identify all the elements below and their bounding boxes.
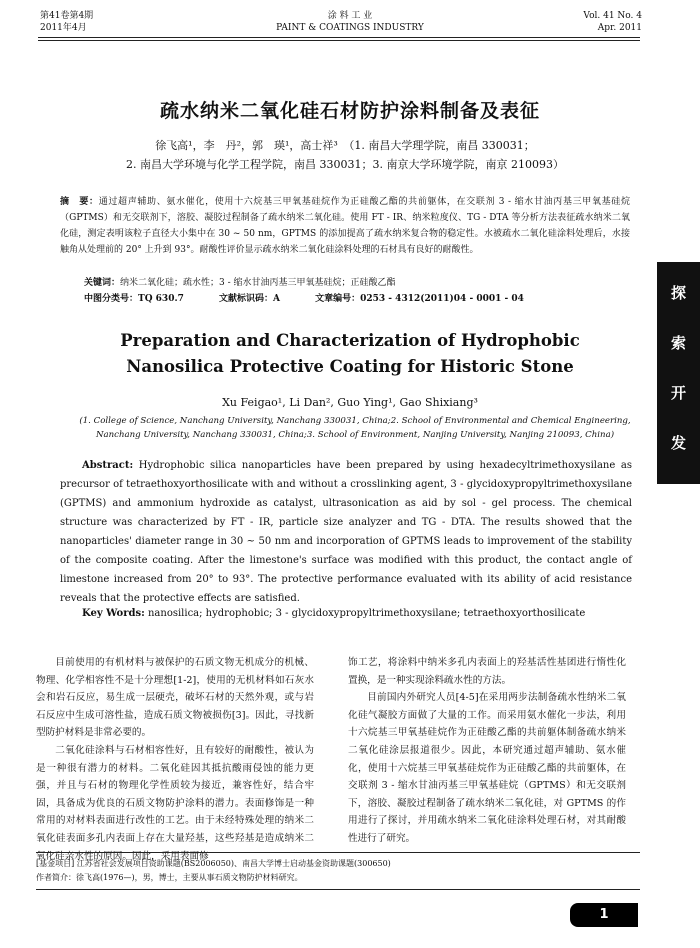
date-en: Apr. 2011 (597, 23, 642, 33)
keywords-en-text: nanosilica; hydrophobic; 3 - glycidoxypropyltrimethoxysilane; tetraethoxyorthosilicate (147, 608, 586, 619)
keywords-en-label: Key Words: (82, 608, 145, 619)
volume-issue: 第41卷第4期 (40, 11, 94, 21)
authors-cn-line1: 徐飞高¹，李 丹²，郭 瑛¹，高士祥³ （1. 南昌大学理学院，南昌 330031； (155, 139, 535, 152)
body-column-right (348, 654, 626, 848)
issue-date: 2011年4月 (40, 23, 87, 33)
authors-en: Xu Feigao¹, Li Dan², Guo Ying¹, Gao Shixiang³ (222, 396, 478, 409)
keywords-cn (84, 276, 634, 291)
article-number: 文章编号：0253 - 4312(2011)04 - 0001 - 04 (315, 294, 524, 304)
page-number: 1 (570, 903, 638, 927)
clc-number: 中图分类号：TQ 630.7 (84, 294, 184, 304)
abstract-en-label: Abstract: (82, 460, 134, 471)
side-tab-char: 探 (670, 284, 686, 302)
side-tab-char: 开 (670, 384, 686, 402)
classification-cn (84, 292, 634, 307)
title-en-line1: Preparation and Characterization of Hydrophobic (120, 331, 580, 350)
title-cn: 疏水纳米二氧化硅石材防护涂料制备及表征 (159, 100, 540, 122)
journal-name-en: PAINT & COATINGS INDUSTRY (276, 23, 424, 33)
authors-cn-line2: 2. 南昌大学环境与化学工程学院，南昌 330031；3. 南京大学环境学院，南京 210093） (126, 158, 564, 171)
body-paragraph: 目前使用的有机材料与被保护的石质文物无机成分的机械、物理、化学相容性不是十分理想[1-2]，使用的无机材料如石灰水会和岩石反应，易生成一层硬壳，破坏石材的天然外观，或与岩石反应中生成可溶性盐，造成石质文物被损伤[3]。因此，寻找新型防护材料是非常必要的。 (36, 657, 314, 739)
journal-name-cn: 涂 料 工 业 (327, 11, 373, 21)
footnote (36, 857, 636, 885)
side-tab-char: 索 (670, 334, 686, 352)
section-side-tab (657, 262, 700, 484)
title-en (0, 328, 700, 380)
side-tab-char: 发 (670, 434, 686, 452)
volume-number-en: Vol. 41 No. 4 (583, 11, 642, 21)
title-en-line2: Nanosilica Protective Coating for Historic Stone (126, 357, 574, 376)
footnote-bottom-rule (36, 889, 640, 890)
abstract-cn (60, 194, 630, 258)
body-column-left (36, 654, 314, 865)
keywords-cn-text: 纳米二氧化硅；疏水性；3 - 缩水甘油丙基三甲氧基硅烷；正硅酸乙酯 (120, 278, 396, 288)
body-paragraph: 二氧化硅涂料与石材相容性好，且有较好的耐酸性，被认为是一种很有潜力的材料。二氧化硅因其抵抗酸雨侵蚀的能力更强，并且与石材的物理化学性质较为接近，兼容性好，结合牢固，具备成为优良的石质文物防护涂料的潜力。表面修饰是一种常用的对材料表面进行改性的工艺。由于未经特殊处理的纳米二氧化硅表面多孔内表面上存在大量羟基，这些羟基是造成纳米二氧化硅亲水性的原因。因此，采用表面修 (36, 744, 314, 862)
affiliations-en-line1: (1. College of Science, Nanchang University, Nanchang 330031, China;2. School of Environmental and Chemical Engineering, (79, 416, 631, 426)
affiliations-en-line2: Nanchang University, Nanchang 330031, China;3. School of Environment, Nanjing University, Nanjing 210093, China) (95, 430, 615, 440)
journal-volume-en (583, 10, 642, 34)
body-paragraph: 目前国内外研究人员[4-5]在采用两步法制备疏水性纳米二氧化硅气凝胶方面做了大量的工作。而采用氨水催化一步法，利用十六烷基三甲氧基硅烷作为正硅酸乙酯的共前躯体制备疏水纳米二氧化硅涂层报道很少。因此，本研究通过超声辅助、氨水催化，使用十六烷基三甲氧基硅烷作为正硅酸乙酯的共前躯体，在交联剂 3 - 缩水甘油丙基三甲氧基硅烷（GPTMS）和无交联剂下，溶胶、凝胶过程制备了疏水纳米二氧化硅，对 GPTMS 的作用进行了探讨，并用疏水纳米二氧化硅涂料处理石材，对其耐酸性进行了研究。 (348, 692, 626, 844)
footnote-rule (36, 852, 640, 853)
header-rule (38, 37, 640, 38)
body-paragraph: 饰工艺，将涂料中纳米多孔内表面上的羟基活性基团进行惰性化置换，是一种实现涂料疏水性的方法。 (348, 657, 626, 686)
author-bio: 作者简介：徐飞高(1976—)，男，博士，主要从事石质文物防护材料研究。 (36, 873, 303, 882)
funding-note: [基金项目] 江苏省社会发展项目资助课题(BS2006050)、南昌大学博士启动基金资助课题(300650) (36, 859, 391, 868)
abstract-cn-label: 摘 要： (60, 197, 99, 207)
keywords-en (82, 608, 642, 619)
keywords-cn-label: 关键词： (84, 278, 121, 288)
abstract-en-text: Hydrophobic silica nanoparticles have been prepared by using hexadecyltrimethoxysilane as precursor of tetraethoxyorthosilicate with and without a crosslinking agent, 3 - glycidoxypropyltrimethoxysilane (GPTMS) and ammonium hydroxide as catalyst, ultrasonication as aid by sol - gel process. The chemical structure was characterized by FT - IR, particle size analyzer and TG - DTA. The results showed that the nanoparticles' diameter range in 30 ~ 50 nm and incorporation of GPTMS leads to improvement of the stability of the composite coating. After the limestone's surface was modified with this product, the contact angle of limestone increased from 20° to 93°. The protective performance evaluated with its ability of acid resistance reveals that the protective effects are satisfied. (60, 460, 632, 604)
header-rule-thin (38, 40, 640, 41)
abstract-en (60, 456, 632, 608)
affiliations-en (60, 414, 650, 442)
document-code: 文献标识码：A (219, 294, 280, 304)
authors-cn (40, 136, 650, 174)
abstract-cn-text: 通过超声辅助、氨水催化，使用十六烷基三甲氧基硅烷作为正硅酸乙酯的共前躯体，在交联剂 3 - 缩水甘油丙基三甲氧基硅烷（GPTMS）和无交联剂下，溶胶、凝胶过程制备了疏水纳米二氧化硅。使用 FT - IR、纳米粒度仪、TG - DTA 等分析方法表征疏水纳米二氧化硅，测定表明该粒子直径大小集中在 30 ~ 50 nm，GPTMS 的添加提高了疏水纳米复合物的稳定性。水被疏水二氧化硅涂料处理后，水接触角从处理前的 20° 上升到 93°。耐酸性评价显示疏水纳米二氧化硅涂料处理的石材具有良好的耐酸性。 (60, 197, 630, 255)
